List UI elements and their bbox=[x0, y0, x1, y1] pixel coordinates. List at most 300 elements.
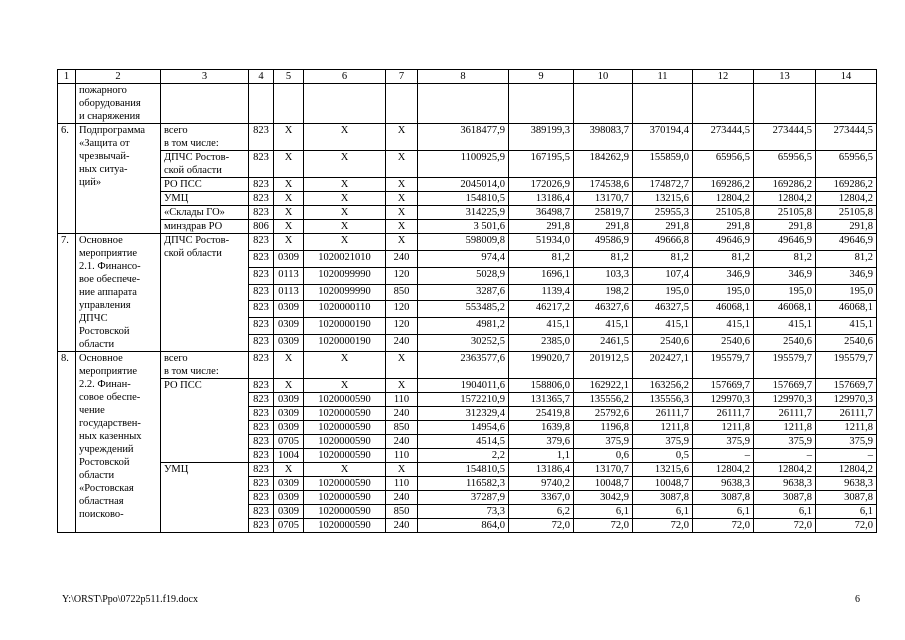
value-cell: 46068,1 bbox=[754, 301, 816, 318]
value-cell: 25105,8 bbox=[693, 206, 754, 220]
value-cell: Х bbox=[386, 463, 418, 477]
empty-cell bbox=[816, 84, 877, 124]
value-cell: 81,2 bbox=[574, 250, 633, 267]
value-cell: 65956,5 bbox=[693, 151, 754, 178]
measure-name-line: совое обеспе- bbox=[79, 392, 141, 403]
value-cell: 1639,8 bbox=[509, 421, 574, 435]
column-header: 11 bbox=[633, 70, 693, 84]
column-header: 6 bbox=[304, 70, 386, 84]
value-cell: – bbox=[693, 449, 754, 463]
column-header: 5 bbox=[274, 70, 304, 84]
value-cell: 291,8 bbox=[754, 220, 816, 234]
value-cell: Х bbox=[304, 220, 386, 234]
measure-name-line: 2.1. Финансо- bbox=[79, 261, 141, 272]
value-cell: 823 bbox=[249, 352, 274, 379]
executor-name: УМЦ bbox=[161, 463, 249, 533]
value-cell: 1696,1 bbox=[509, 267, 574, 284]
value-cell: 823 bbox=[249, 463, 274, 477]
measure-name-line: и снаряжения bbox=[79, 111, 141, 122]
value-cell: 129970,3 bbox=[816, 393, 877, 407]
value-cell: 25955,3 bbox=[633, 206, 693, 220]
value-cell: 850 bbox=[386, 284, 418, 301]
value-cell: 12804,2 bbox=[816, 192, 877, 206]
value-cell: 0309 bbox=[274, 421, 304, 435]
value-cell: 201912,5 bbox=[574, 352, 633, 379]
measure-name-line: поисково- bbox=[79, 509, 124, 520]
value-cell: 240 bbox=[386, 250, 418, 267]
table-row bbox=[58, 206, 877, 220]
value-cell: Х bbox=[274, 220, 304, 234]
value-cell: Х bbox=[274, 352, 304, 379]
value-cell: 129970,3 bbox=[693, 393, 754, 407]
executor-name-line: РО ПСС bbox=[164, 179, 202, 190]
value-cell: 30252,5 bbox=[418, 335, 509, 352]
value-cell: 46068,1 bbox=[693, 301, 754, 318]
column-header: 13 bbox=[754, 70, 816, 84]
value-cell: 0309 bbox=[274, 477, 304, 491]
value-cell: 389199,3 bbox=[509, 124, 574, 151]
value-cell: 823 bbox=[249, 519, 274, 533]
value-cell: 81,2 bbox=[633, 250, 693, 267]
executor-name-line: «Склады ГО» bbox=[164, 207, 225, 218]
value-cell: 1211,8 bbox=[754, 421, 816, 435]
value-cell: 13170,7 bbox=[574, 192, 633, 206]
value-cell: 2540,6 bbox=[633, 335, 693, 352]
value-cell: 2461,5 bbox=[574, 335, 633, 352]
value-cell: 240 bbox=[386, 335, 418, 352]
value-cell: 346,9 bbox=[816, 267, 877, 284]
value-cell: 155859,0 bbox=[633, 151, 693, 178]
executor-name-line: в том числе: bbox=[164, 138, 219, 149]
value-cell: 240 bbox=[386, 435, 418, 449]
empty-cell bbox=[304, 84, 386, 124]
value-cell: 3087,8 bbox=[754, 491, 816, 505]
value-cell: 6,1 bbox=[754, 505, 816, 519]
executor-name-line: ской области bbox=[164, 248, 222, 259]
executor-name-line: всего bbox=[164, 125, 188, 136]
value-cell: Х bbox=[304, 463, 386, 477]
executor-name-line: ской области bbox=[164, 165, 222, 176]
value-cell: 553485,2 bbox=[418, 301, 509, 318]
value-cell: 375,9 bbox=[754, 435, 816, 449]
value-cell: 13186,4 bbox=[509, 192, 574, 206]
value-cell: 291,8 bbox=[693, 220, 754, 234]
value-cell: 0309 bbox=[274, 491, 304, 505]
value-cell: 12804,2 bbox=[816, 463, 877, 477]
measure-name bbox=[76, 124, 161, 234]
value-cell: 163256,2 bbox=[633, 379, 693, 393]
value-cell: 0113 bbox=[274, 284, 304, 301]
measure-name-line: «Ростовская bbox=[79, 483, 134, 494]
value-cell: 9638,3 bbox=[754, 477, 816, 491]
value-cell: 823 bbox=[249, 393, 274, 407]
value-cell: 158806,0 bbox=[509, 379, 574, 393]
value-cell: 291,8 bbox=[816, 220, 877, 234]
value-cell: 2385,0 bbox=[509, 335, 574, 352]
value-cell: 823 bbox=[249, 335, 274, 352]
executor-name-line: всего bbox=[164, 353, 188, 364]
value-cell: 135556,3 bbox=[633, 393, 693, 407]
value-cell: 823 bbox=[249, 250, 274, 267]
column-header: 4 bbox=[249, 70, 274, 84]
value-cell: Х bbox=[386, 220, 418, 234]
value-cell: 157669,7 bbox=[816, 379, 877, 393]
value-cell: 291,8 bbox=[574, 220, 633, 234]
value-cell: 346,9 bbox=[754, 267, 816, 284]
value-cell: 12804,2 bbox=[693, 463, 754, 477]
value-cell: 806 bbox=[249, 220, 274, 234]
value-cell: 81,2 bbox=[509, 250, 574, 267]
value-cell: Х bbox=[386, 178, 418, 192]
value-cell: 823 bbox=[249, 284, 274, 301]
value-cell: Х bbox=[274, 192, 304, 206]
measure-name-line: чение bbox=[79, 405, 105, 416]
value-cell: 72,0 bbox=[816, 519, 877, 533]
value-cell: 120 bbox=[386, 301, 418, 318]
measure-name-line: мероприятие bbox=[79, 366, 137, 377]
value-cell: 49586,9 bbox=[574, 234, 633, 251]
value-cell: 415,1 bbox=[574, 318, 633, 335]
value-cell: 6,1 bbox=[633, 505, 693, 519]
value-cell: 6,1 bbox=[693, 505, 754, 519]
measure-name bbox=[76, 234, 161, 352]
measure-name bbox=[76, 352, 161, 533]
value-cell: 823 bbox=[249, 192, 274, 206]
value-cell: 291,8 bbox=[509, 220, 574, 234]
value-cell: 49646,9 bbox=[754, 234, 816, 251]
value-cell: 2540,6 bbox=[693, 335, 754, 352]
value-cell: Х bbox=[274, 151, 304, 178]
empty-cell bbox=[161, 84, 249, 124]
value-cell: Х bbox=[386, 151, 418, 178]
empty-cell bbox=[249, 84, 274, 124]
measure-name-line: «Защита от bbox=[79, 138, 130, 149]
empty-cell bbox=[274, 84, 304, 124]
value-cell: 0705 bbox=[274, 435, 304, 449]
value-cell: 1100925,9 bbox=[418, 151, 509, 178]
value-cell: 46327,6 bbox=[574, 301, 633, 318]
footer-page-number: 6 bbox=[855, 594, 860, 605]
measure-name-line: Основное bbox=[79, 353, 123, 364]
column-header: 3 bbox=[161, 70, 249, 84]
table-row bbox=[58, 220, 877, 234]
column-header: 8 bbox=[418, 70, 509, 84]
value-cell: 157669,7 bbox=[754, 379, 816, 393]
value-cell: 1020099990 bbox=[304, 267, 386, 284]
value-cell: 154810,5 bbox=[418, 463, 509, 477]
value-cell: 823 bbox=[249, 301, 274, 318]
value-cell: Х bbox=[386, 379, 418, 393]
empty-cell bbox=[418, 84, 509, 124]
measure-name-line: Ростовской bbox=[79, 457, 130, 468]
value-cell: 1211,8 bbox=[633, 421, 693, 435]
value-cell: 1139,4 bbox=[509, 284, 574, 301]
value-cell: 25419,8 bbox=[509, 407, 574, 421]
executor-name-line: ДПЧС Ростов- bbox=[164, 235, 230, 246]
measure-name-line: ных казенных bbox=[79, 431, 142, 442]
value-cell: 598009,8 bbox=[418, 234, 509, 251]
value-cell: 195579,7 bbox=[693, 352, 754, 379]
value-cell: 415,1 bbox=[754, 318, 816, 335]
value-cell: – bbox=[816, 449, 877, 463]
value-cell: 0,6 bbox=[574, 449, 633, 463]
value-cell: 370194,4 bbox=[633, 124, 693, 151]
measure-name-line: ных ситуа- bbox=[79, 164, 128, 175]
value-cell: 6,1 bbox=[816, 505, 877, 519]
executor-name bbox=[161, 352, 249, 379]
measure-name-line: оборудования bbox=[79, 98, 141, 109]
value-cell: 823 bbox=[249, 151, 274, 178]
budget-table bbox=[57, 69, 877, 533]
value-cell: 37287,9 bbox=[418, 491, 509, 505]
value-cell: 12804,2 bbox=[693, 192, 754, 206]
measure-name bbox=[76, 84, 161, 124]
column-header: 2 bbox=[76, 70, 161, 84]
value-cell: Х bbox=[386, 234, 418, 251]
executor-name bbox=[161, 124, 249, 151]
value-cell: 415,1 bbox=[633, 318, 693, 335]
value-cell: Х bbox=[274, 124, 304, 151]
measure-name-line: Основное bbox=[79, 235, 123, 246]
measure-name-line: учреждений bbox=[79, 444, 134, 455]
value-cell: 1,1 bbox=[509, 449, 574, 463]
value-cell: Х bbox=[304, 352, 386, 379]
measure-name-line: ДПЧС bbox=[79, 313, 108, 324]
value-cell: 1211,8 bbox=[693, 421, 754, 435]
row-number: 6. bbox=[58, 124, 76, 234]
value-cell: 174872,7 bbox=[633, 178, 693, 192]
value-cell: 1020000190 bbox=[304, 318, 386, 335]
value-cell: 823 bbox=[249, 421, 274, 435]
value-cell: Х bbox=[386, 124, 418, 151]
value-cell: 3287,6 bbox=[418, 284, 509, 301]
value-cell: 1196,8 bbox=[574, 421, 633, 435]
value-cell: 1020000590 bbox=[304, 491, 386, 505]
value-cell: 4514,5 bbox=[418, 435, 509, 449]
value-cell: 65956,5 bbox=[816, 151, 877, 178]
value-cell: 3618477,9 bbox=[418, 124, 509, 151]
value-cell: 3042,9 bbox=[574, 491, 633, 505]
value-cell: 49646,9 bbox=[816, 234, 877, 251]
value-cell: 375,9 bbox=[816, 435, 877, 449]
value-cell: 169286,2 bbox=[816, 178, 877, 192]
value-cell: Х bbox=[304, 151, 386, 178]
value-cell: 415,1 bbox=[816, 318, 877, 335]
executor-name bbox=[161, 234, 249, 352]
value-cell: 823 bbox=[249, 206, 274, 220]
value-cell: 103,3 bbox=[574, 267, 633, 284]
value-cell: 195,0 bbox=[754, 284, 816, 301]
value-cell: 25819,7 bbox=[574, 206, 633, 220]
value-cell: 6,2 bbox=[509, 505, 574, 519]
column-header: 14 bbox=[816, 70, 877, 84]
value-cell: Х bbox=[274, 178, 304, 192]
value-cell: 3 501,6 bbox=[418, 220, 509, 234]
value-cell: 1020000590 bbox=[304, 421, 386, 435]
value-cell: 3087,8 bbox=[816, 491, 877, 505]
value-cell: 415,1 bbox=[509, 318, 574, 335]
measure-name-line: области bbox=[79, 470, 115, 481]
footer-file-path: Y:\ORST\Ppo\0722p511.f19.docx bbox=[62, 594, 198, 605]
value-cell: Х bbox=[304, 206, 386, 220]
value-cell: 823 bbox=[249, 449, 274, 463]
value-cell: 240 bbox=[386, 407, 418, 421]
value-cell: 314225,9 bbox=[418, 206, 509, 220]
executor-name bbox=[161, 220, 249, 234]
value-cell: 116582,3 bbox=[418, 477, 509, 491]
value-cell: 72,0 bbox=[574, 519, 633, 533]
empty-cell bbox=[386, 84, 418, 124]
value-cell: 169286,2 bbox=[754, 178, 816, 192]
value-cell: 172026,9 bbox=[509, 178, 574, 192]
value-cell: 195,0 bbox=[816, 284, 877, 301]
table-row bbox=[58, 192, 877, 206]
table-row bbox=[58, 352, 877, 379]
value-cell: 9740,2 bbox=[509, 477, 574, 491]
value-cell: 1020021010 bbox=[304, 250, 386, 267]
value-cell: 25105,8 bbox=[816, 206, 877, 220]
value-cell: 823 bbox=[249, 124, 274, 151]
executor-name bbox=[161, 206, 249, 220]
column-header: 1 bbox=[58, 70, 76, 84]
value-cell: 240 bbox=[386, 491, 418, 505]
value-cell: 398083,7 bbox=[574, 124, 633, 151]
value-cell: 823 bbox=[249, 379, 274, 393]
value-cell: 1020000590 bbox=[304, 393, 386, 407]
value-cell: 1020000590 bbox=[304, 505, 386, 519]
value-cell: 65956,5 bbox=[754, 151, 816, 178]
value-cell: 9638,3 bbox=[816, 477, 877, 491]
value-cell: 823 bbox=[249, 318, 274, 335]
value-cell: 131365,7 bbox=[509, 393, 574, 407]
executor-name-line: в том числе: bbox=[164, 366, 219, 377]
value-cell: 162922,1 bbox=[574, 379, 633, 393]
value-cell: 110 bbox=[386, 449, 418, 463]
value-cell: 1004 bbox=[274, 449, 304, 463]
value-cell: 823 bbox=[249, 407, 274, 421]
value-cell: 36498,7 bbox=[509, 206, 574, 220]
value-cell: Х bbox=[386, 352, 418, 379]
value-cell: 0309 bbox=[274, 318, 304, 335]
value-cell: 0309 bbox=[274, 407, 304, 421]
measure-name-line: управления bbox=[79, 300, 131, 311]
value-cell: 0705 bbox=[274, 519, 304, 533]
measure-name-line: вое обеспече- bbox=[79, 274, 141, 285]
value-cell: 6,1 bbox=[574, 505, 633, 519]
value-cell: 273444,5 bbox=[693, 124, 754, 151]
value-cell: 81,2 bbox=[816, 250, 877, 267]
value-cell: 14954,6 bbox=[418, 421, 509, 435]
value-cell: 864,0 bbox=[418, 519, 509, 533]
value-cell: 2540,6 bbox=[816, 335, 877, 352]
executor-name: РО ПСС bbox=[161, 379, 249, 463]
measure-name-line: мероприятие bbox=[79, 248, 137, 259]
table-row bbox=[58, 151, 877, 178]
value-cell: 823 bbox=[249, 491, 274, 505]
value-cell: 823 bbox=[249, 505, 274, 519]
value-cell: 0113 bbox=[274, 267, 304, 284]
measure-name-line: области bbox=[79, 339, 115, 350]
value-cell: 0309 bbox=[274, 250, 304, 267]
value-cell: 72,0 bbox=[633, 519, 693, 533]
value-cell: 198,2 bbox=[574, 284, 633, 301]
value-cell: 135556,2 bbox=[574, 393, 633, 407]
value-cell: 346,9 bbox=[693, 267, 754, 284]
value-cell: 195,0 bbox=[693, 284, 754, 301]
value-cell: Х bbox=[304, 178, 386, 192]
value-cell: 240 bbox=[386, 519, 418, 533]
value-cell: 823 bbox=[249, 234, 274, 251]
table-row bbox=[58, 178, 877, 192]
empty-cell bbox=[574, 84, 633, 124]
value-cell: 46217,2 bbox=[509, 301, 574, 318]
measure-name-line: Ростовской bbox=[79, 326, 130, 337]
executor-name-line: минздрав РО bbox=[164, 221, 223, 232]
value-cell: 1020099990 bbox=[304, 284, 386, 301]
value-cell: 167195,5 bbox=[509, 151, 574, 178]
value-cell: 174538,6 bbox=[574, 178, 633, 192]
value-cell: 823 bbox=[249, 477, 274, 491]
value-cell: 823 bbox=[249, 267, 274, 284]
row-number bbox=[58, 84, 76, 124]
executor-name-line: УМЦ bbox=[164, 193, 189, 204]
value-cell: 850 bbox=[386, 421, 418, 435]
value-cell: Х bbox=[304, 379, 386, 393]
value-cell: 3087,8 bbox=[633, 491, 693, 505]
value-cell: 273444,5 bbox=[754, 124, 816, 151]
measure-name-line: чрезвычай- bbox=[79, 151, 130, 162]
value-cell: 195,0 bbox=[633, 284, 693, 301]
value-cell: 4981,2 bbox=[418, 318, 509, 335]
table-row bbox=[58, 124, 877, 151]
value-cell: 26111,7 bbox=[754, 407, 816, 421]
value-cell: 3367,0 bbox=[509, 491, 574, 505]
value-cell: 3087,8 bbox=[693, 491, 754, 505]
measure-name-line: ций» bbox=[79, 177, 102, 188]
value-cell: – bbox=[754, 449, 816, 463]
table-row bbox=[58, 70, 877, 84]
value-cell: Х bbox=[274, 379, 304, 393]
value-cell: 13170,7 bbox=[574, 463, 633, 477]
value-cell: 1020000110 bbox=[304, 301, 386, 318]
value-cell: 26111,7 bbox=[816, 407, 877, 421]
value-cell: Х bbox=[304, 124, 386, 151]
empty-cell bbox=[693, 84, 754, 124]
value-cell: 1020000590 bbox=[304, 407, 386, 421]
row-number: 8. bbox=[58, 352, 76, 533]
table-row bbox=[58, 84, 877, 124]
measure-name-line: пожарного bbox=[79, 85, 127, 96]
value-cell: 26111,7 bbox=[633, 407, 693, 421]
value-cell: 25105,8 bbox=[754, 206, 816, 220]
value-cell: 13186,4 bbox=[509, 463, 574, 477]
value-cell: 51934,0 bbox=[509, 234, 574, 251]
value-cell: 10048,7 bbox=[633, 477, 693, 491]
measure-name-line: Подпрограмма bbox=[79, 125, 146, 136]
value-cell: 379,6 bbox=[509, 435, 574, 449]
value-cell: 12804,2 bbox=[754, 192, 816, 206]
value-cell: 291,8 bbox=[633, 220, 693, 234]
value-cell: 195579,7 bbox=[816, 352, 877, 379]
column-header: 10 bbox=[574, 70, 633, 84]
column-header: 9 bbox=[509, 70, 574, 84]
value-cell: 81,2 bbox=[754, 250, 816, 267]
executor-name bbox=[161, 192, 249, 206]
value-cell: 202427,1 bbox=[633, 352, 693, 379]
value-cell: 13215,6 bbox=[633, 192, 693, 206]
value-cell: 375,9 bbox=[633, 435, 693, 449]
value-cell: 25792,6 bbox=[574, 407, 633, 421]
